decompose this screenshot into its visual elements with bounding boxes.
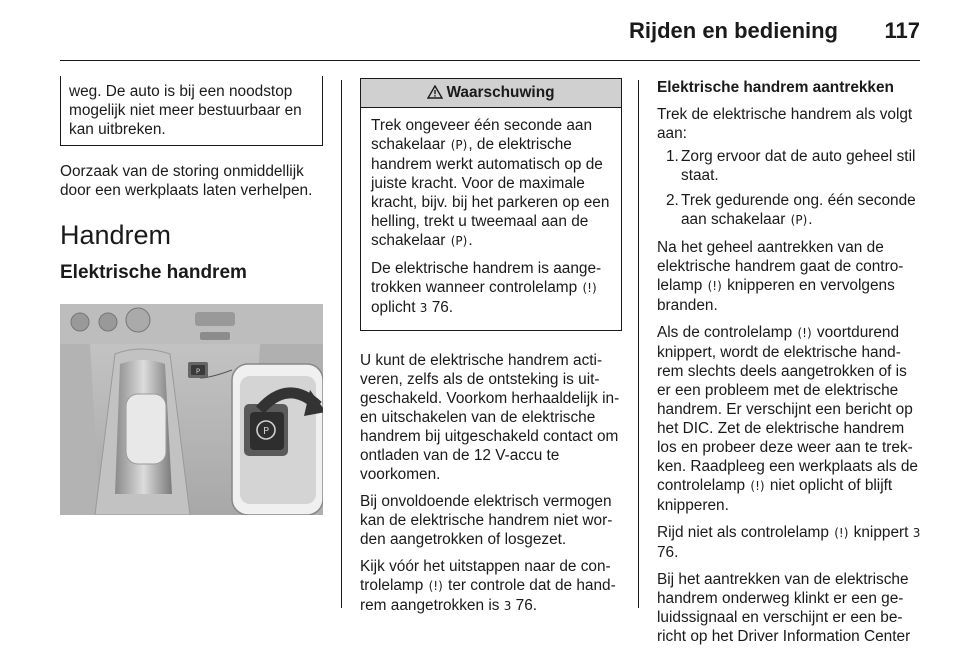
warning-header xyxy=(361,79,621,108)
paragraph-after-apply: Na het geheel aantrekken van de elektrische handrem gaat de contro-lelamp (!) knipperen en vervolgens branden. xyxy=(657,239,904,314)
brake-lamp-icon: (!) xyxy=(834,526,849,540)
paragraph-repair: Oorzaak van de storing onmiddellijk door een werkplaats laten verhelpen. xyxy=(60,163,313,199)
brake-lamp-icon: (!) xyxy=(707,279,722,293)
header-rule xyxy=(60,60,920,61)
note-text: weg. De auto is bij een noodstop mogelijk niet meer bestuurbaar en kan uitbreken. xyxy=(69,83,302,138)
running-header: Rijden en bediening xyxy=(628,18,838,43)
page-number: 117 xyxy=(884,18,920,43)
paragraph-do-not-drive: Rijd niet als controlelamp (!) knippert 3 76. xyxy=(657,524,921,561)
warning-paragraph-2: De elektrische handrem is aange-trokken wanneer controlelamp (!) oplicht 3 76. xyxy=(371,260,602,316)
page-ref-arrow-icon: 3 xyxy=(419,301,428,315)
page-ref-arrow-icon: 3 xyxy=(912,526,921,540)
page-ref-link[interactable]: 76. xyxy=(431,299,454,316)
warning-box xyxy=(360,78,622,331)
note-box xyxy=(60,76,323,146)
paragraph-power: Bij onvoldoende elektrisch vermogen kan de elektrische handrem niet wor-den aangetrokken of losgezet. xyxy=(360,493,613,548)
paragraph-check: Kijk vóór het uitstappen naar de con-trolelamp (!) ter controle dat de hand-rem aangetrokken is 3 76. xyxy=(360,558,616,614)
warning-title: Waarschuwing xyxy=(446,84,555,101)
page-ref-link[interactable]: 76. xyxy=(657,544,679,561)
list-item: 1. Zorg ervoor dat de auto geheel stil staat. xyxy=(666,148,916,184)
parking-brake-switch-icon: (P) xyxy=(450,234,468,248)
svg-text:P: P xyxy=(262,426,270,437)
apply-heading: Elektrische handrem aantrekken xyxy=(657,79,894,96)
apply-steps xyxy=(657,147,923,230)
paragraph-activate: U kunt de elektrische handrem acti-veren, zelfs als de ontsteking is uit-geschakeld. Voorkom herhaaldelijk in- en uitschakelen van de elektrische handrem bij uitgeschakeld contact om ontladen van de 12 V-accu te voorkomen. xyxy=(360,352,620,483)
column-divider-2 xyxy=(638,80,639,608)
handbrake-photo xyxy=(60,304,323,515)
section-heading: Handrem xyxy=(60,220,172,250)
parking-brake-switch-icon: (P) xyxy=(450,138,468,152)
page-ref-link[interactable]: 76. xyxy=(515,597,538,614)
column-1 xyxy=(60,78,323,520)
list-item: 2. Trek gedurende ong. één seconde aan schakelaar (P). xyxy=(666,192,916,228)
paragraph-while-driving: Bij het aantrekken van de elektrische handrem onderweg klinkt er een ge-luidssignaal en verschijnt er een be-richt op het Driver Information Center xyxy=(657,571,911,645)
warning-triangle-icon xyxy=(427,85,443,99)
subsection-heading: Elektrische handrem xyxy=(60,262,247,283)
warning-body xyxy=(361,108,621,330)
warning-paragraph-1: Trek ongeveer één seconde aan schakelaar (P), de elektrische handrem werkt automatisch op de juiste kracht. Voor de maximale kracht, bijv. bij het parkeren op een helling, trekt u tweemaal aan de schakelaar (P). xyxy=(371,117,610,249)
brake-lamp-icon: (!) xyxy=(582,281,597,295)
paragraph-flashing: Als de controlelamp (!) voortdurend knippert, wordt de elektrische hand-rem slechts deels aangetrokken of is er een probleem met de elektrische handrem. Er verschijnt een bericht op het DIC. Zet de elektrische handrem los en probeer deze weer aan te trek-ken. Raadpleeg een werkplaats als de controlelamp (!) niet oplicht of blijft knipperen. xyxy=(657,324,918,514)
brake-lamp-icon: (!) xyxy=(750,479,765,493)
svg-text:P: P xyxy=(195,367,201,376)
parking-brake-switch-icon: (P) xyxy=(790,213,808,227)
column-2 xyxy=(360,78,622,624)
apply-intro: Trek de elektrische handrem als volgt aan: xyxy=(657,106,913,142)
column-3 xyxy=(657,78,923,654)
brake-lamp-icon: (!) xyxy=(428,579,443,593)
page-ref-arrow-icon: 3 xyxy=(503,599,512,613)
brake-lamp-icon: (!) xyxy=(797,326,812,340)
column-divider-1 xyxy=(341,80,342,608)
